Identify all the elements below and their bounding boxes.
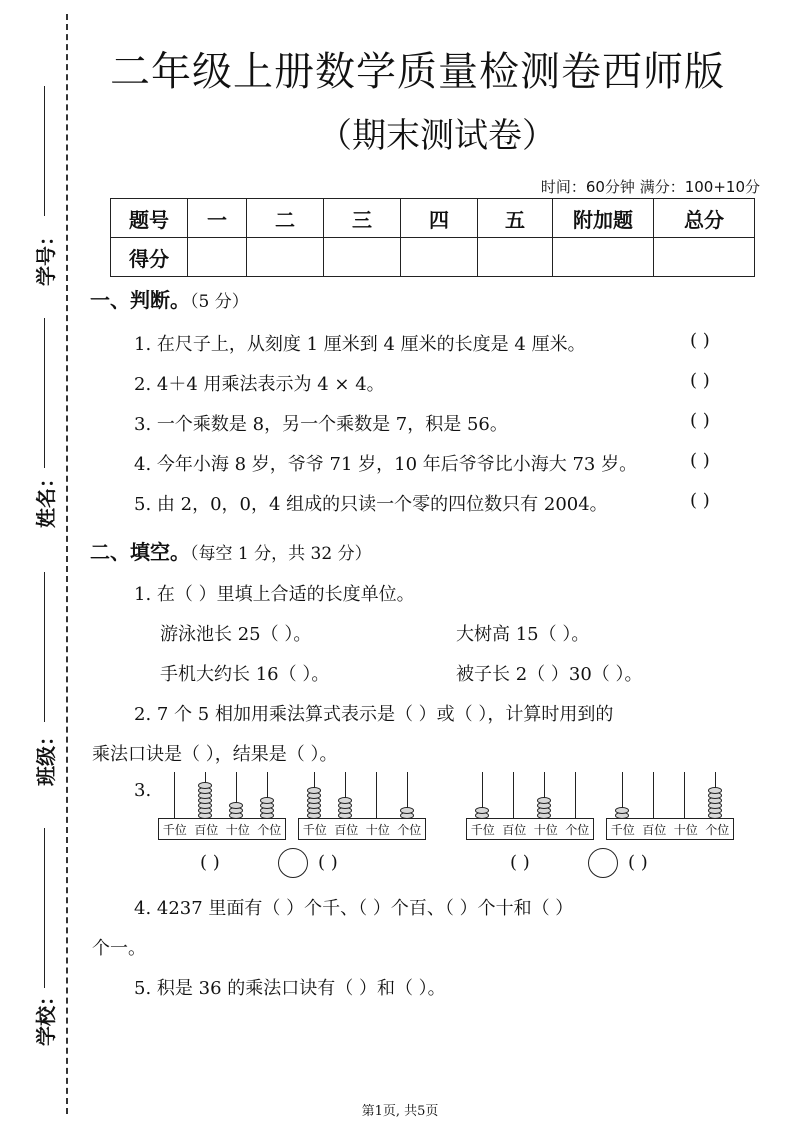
fill-question-1: 1. 在（ ）里填上合适的长度单位。 (134, 584, 415, 605)
abacus-bead (307, 787, 321, 794)
binding-sidebar (8, 0, 64, 1132)
abacus-place-labels (158, 818, 286, 840)
abacus-bead (229, 802, 243, 809)
abacus-place-label: 个位 (705, 822, 730, 837)
score-row-label: 得分 (111, 238, 188, 277)
score-header-cell: 总分 (654, 199, 755, 238)
name-line (44, 318, 45, 468)
abacus-place-label: 千位 (302, 822, 327, 837)
fill-question-2-line1[interactable]: 2. 7 个 5 相加用乘法算式表示是（ ）或（ ），计算时用到的 (134, 704, 614, 725)
judge-answer-5[interactable]: ( ) (690, 490, 710, 511)
abacus-place-label: 十位 (533, 822, 558, 837)
judge-answer-2[interactable]: ( ) (690, 370, 710, 391)
judge-question-2: 2. 4＋4 用乘法表示为 4 × 4。 (134, 374, 385, 395)
score-header-cell: 一 (188, 199, 247, 238)
compare-paren[interactable]: ( ) (200, 852, 220, 873)
abacus-rod (684, 772, 685, 820)
score-header-cell: 二 (247, 199, 324, 238)
student-id-line (44, 86, 45, 216)
abacus-bead (475, 807, 489, 814)
abacus-place-label: 百位 (194, 822, 219, 837)
section-1-heading (90, 284, 249, 313)
score-header-cell: 四 (401, 199, 478, 238)
binding-dashed-line (66, 14, 68, 1114)
section-2-title: 二、填空。 (90, 540, 190, 564)
abacus-place-label: 千位 (610, 822, 635, 837)
abacus-bead (260, 797, 274, 804)
abacus-bead (537, 797, 551, 804)
abacus-place-label: 千位 (470, 822, 495, 837)
score-table (110, 198, 755, 277)
page-title: 二年级上册数学质量检测卷西师版 (110, 49, 725, 95)
school-line (44, 828, 45, 988)
class-line (44, 572, 45, 722)
abacus-bead (708, 787, 722, 794)
fill-question-4-line1[interactable]: 4. 4237 里面有（ ）个千、（ ）个百、（ ）个十和（ ） (134, 898, 574, 919)
judge-answer-1[interactable]: ( ) (690, 330, 710, 351)
name-label: 姓名： (34, 468, 58, 528)
abacus-place-labels (606, 818, 734, 840)
class-label: 班级： (34, 726, 58, 786)
fill-question-3-label: 3. (134, 780, 152, 801)
abacus-rod (376, 772, 377, 820)
score-input-cell[interactable] (553, 238, 654, 277)
compare-paren[interactable]: ( ) (628, 852, 648, 873)
abacus-rod (575, 772, 576, 820)
compare-paren[interactable]: ( ) (510, 852, 530, 873)
score-header-cell: 附加题 (553, 199, 654, 238)
abacus-bead (400, 807, 414, 814)
abacus-place-label: 千位 (162, 822, 187, 837)
abacus-bead (615, 807, 629, 814)
abacus-place-labels (466, 818, 594, 840)
compare-circle[interactable] (588, 848, 618, 878)
fill-question-1b[interactable]: 大树高 15（ ）。 (456, 624, 590, 645)
score-header-cell: 题号 (111, 199, 188, 238)
compare-paren[interactable]: ( ) (318, 852, 338, 873)
abacus-place-label: 百位 (502, 822, 527, 837)
score-input-cell[interactable] (401, 238, 478, 277)
score-input-row (111, 238, 755, 277)
section-1-note: （5 分） (190, 292, 249, 312)
abacus-place-label: 个位 (565, 822, 590, 837)
score-input-cell[interactable] (478, 238, 553, 277)
fill-question-5[interactable]: 5. 积是 36 的乘法口诀有（ ）和（ ）。 (134, 978, 446, 999)
section-2-note: （每空 1 分，共 32 分） (190, 544, 372, 564)
fill-question-1a[interactable]: 游泳池长 25（ ）。 (160, 624, 312, 645)
abacus-rod (174, 772, 175, 820)
fill-question-2-line2[interactable]: 乘法口诀是（ ），结果是（ ）。 (92, 744, 338, 765)
school-label: 学校： (34, 986, 58, 1046)
abacus-bead (198, 782, 212, 789)
abacus-rod (653, 772, 654, 820)
judge-question-5: 5. 由 2，0，0，4 组成的只读一个零的四位数只有 2004。 (134, 494, 608, 515)
fill-question-1c[interactable]: 手机大约长 16（ ）。 (160, 664, 330, 685)
judge-question-4: 4. 今年小海 8 岁，爷爷 71 岁，10 年后爷爷比小海大 73 岁。 (134, 454, 638, 475)
section-2-heading (90, 536, 372, 565)
fill-question-4-line2: 个一。 (92, 938, 146, 959)
abacus-rod (513, 772, 514, 820)
fill-question-1d[interactable]: 被子长 2（ ）30（ ）。 (456, 664, 643, 685)
page-subtitle: （期末测试卷） (318, 116, 556, 156)
judge-answer-4[interactable]: ( ) (690, 450, 710, 471)
abacus-place-label: 个位 (397, 822, 422, 837)
score-header-row (111, 199, 755, 238)
page-footer: 第1页, 共5页 (361, 1104, 439, 1119)
judge-question-3: 3. 一个乘数是 8，另一个乘数是 7，积是 56。 (134, 414, 508, 435)
compare-circle[interactable] (278, 848, 308, 878)
abacus-place-label: 百位 (642, 822, 667, 837)
section-1-title: 一、判断。 (90, 288, 190, 312)
score-input-cell[interactable] (324, 238, 401, 277)
abacus-place-label: 百位 (334, 822, 359, 837)
abacus-place-label: 个位 (257, 822, 282, 837)
abacus-place-label: 十位 (365, 822, 390, 837)
abacus-bead (338, 797, 352, 804)
abacus-place-label: 十位 (225, 822, 250, 837)
score-input-cell[interactable] (654, 238, 755, 277)
student-id-label: 学号： (34, 226, 58, 286)
score-header-cell: 三 (324, 199, 401, 238)
judge-answer-3[interactable]: ( ) (690, 410, 710, 431)
score-input-cell[interactable] (188, 238, 247, 277)
abacus-place-labels (298, 818, 426, 840)
time-info: 时间：60分钟 满分：100+10分 (540, 178, 760, 196)
score-header-cell: 五 (478, 199, 553, 238)
abacus-place-label: 十位 (673, 822, 698, 837)
score-input-cell[interactable] (247, 238, 324, 277)
judge-question-1: 1. 在尺子上，从刻度 1 厘米到 4 厘米的长度是 4 厘米。 (134, 334, 586, 355)
